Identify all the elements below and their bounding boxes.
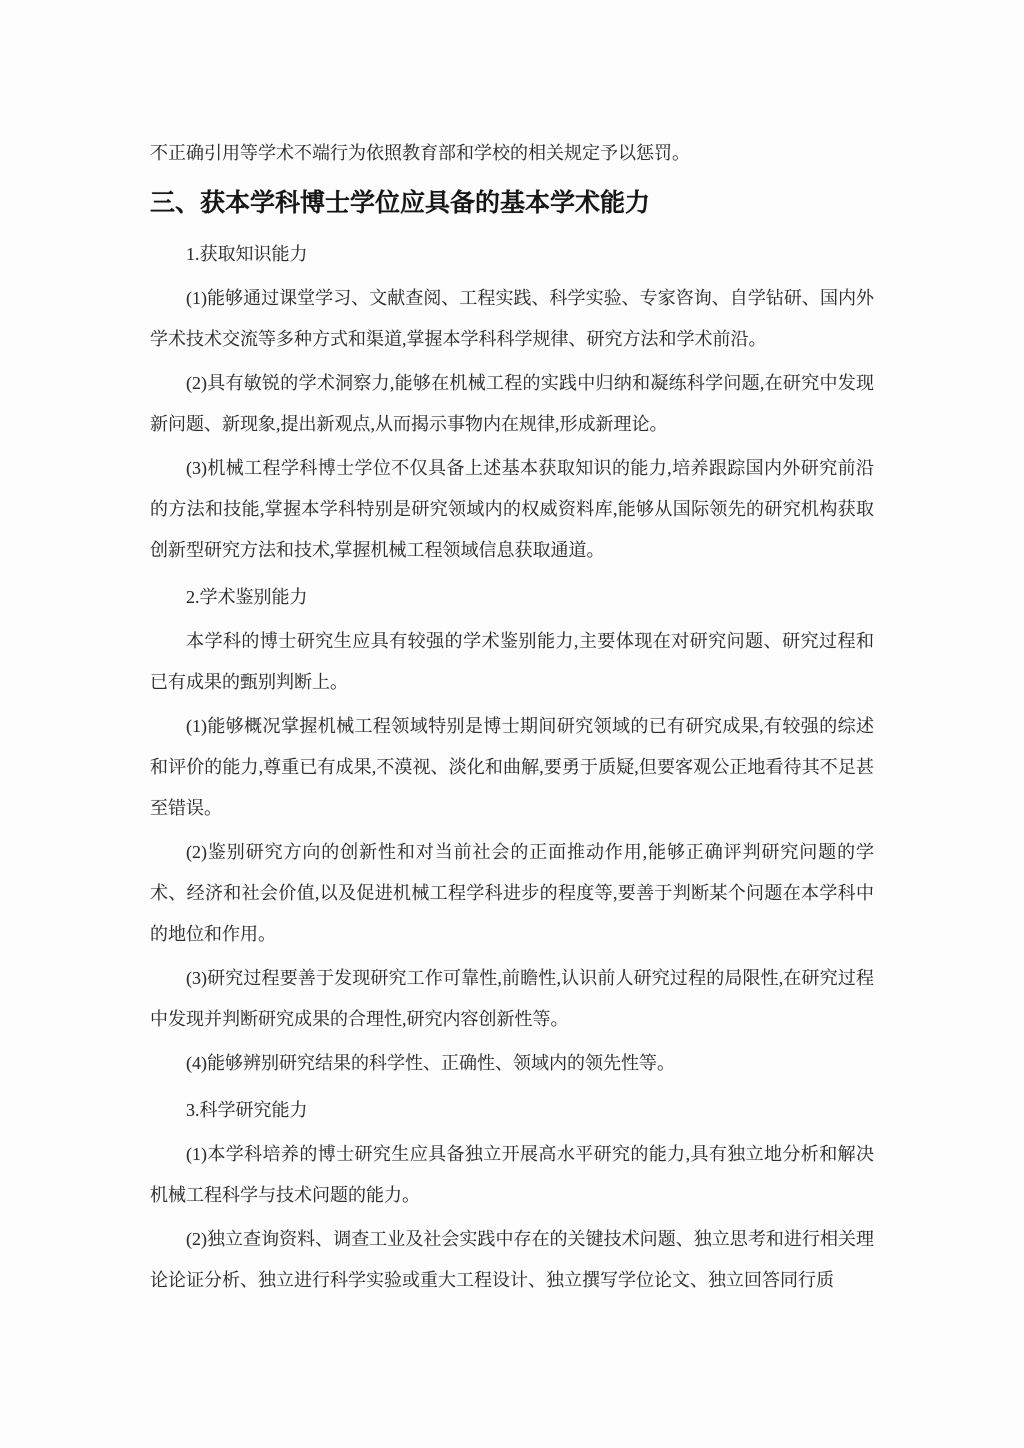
section-heading: 三、获本学科博士学位应具备的基本学术能力 <box>150 190 651 217</box>
paragraph: (2)鉴别研究方向的创新性和对当前社会的正面推动作用,能够正确评判研究问题的学术、经济和社会价值,以及促进机械工程学科进步的程度等,要善于判断某个问题在本学科中的地位和作用。 <box>150 842 874 944</box>
paragraph: (1)能够概况掌握机械工程领域特别是博士期间研究领域的已有研究成果,有较强的综述和评价的能力,尊重已有成果,不漠视、淡化和曲解,要勇于质疑,但要客观公正地看待其不足甚至错误。 <box>150 716 874 818</box>
paragraph: (3)机械工程学科博士学位不仅具备上述基本获取知识的能力,培养跟踪国内外研究前沿的方法和技能,掌握本学科特别是研究领域内的权威资料库,能够从国际领先的研究机构获取创新型研究方法和技术,掌握机械工程领域信息获取通道。 <box>150 458 874 560</box>
paragraph-continuation: 不正确引用等学术不端行为依照教育部和学校的相关规定予以惩罚。 <box>150 143 690 163</box>
paragraph: (4)能够辨别研究结果的科学性、正确性、领域内的领先性等。 <box>186 1053 675 1073</box>
paragraph: (1)本学科培养的博士研究生应具备独立开展高水平研究的能力,具有独立地分析和解决机械工程科学与技术问题的能力。 <box>150 1144 874 1205</box>
paragraph-truncated: (2)独立查询资料、调查工业及社会实践中存在的关键技术问题、独立思考和进行相关理论论证分析、独立进行科学实验或重大工程设计、独立撰写学位论文、独立回答同行质 <box>150 1229 874 1290</box>
subsection-title-1: 1.获取知识能力 <box>186 244 308 264</box>
paragraph: (3)研究过程要善于发现研究工作可靠性,前瞻性,认识前人研究过程的局限性,在研究过程中发现并判断研究成果的合理性,研究内容创新性等。 <box>150 968 874 1029</box>
paragraph: 本学科的博士研究生应具有较强的学术鉴别能力,主要体现在对研究问题、研究过程和已有成果的甄别判断上。 <box>150 631 874 692</box>
paragraph: (1)能够通过课堂学习、文献查阅、工程实践、科学实验、专家咨询、自学钻研、国内外学术技术交流等多种方式和渠道,掌握本学科科学规律、研究方法和学术前沿。 <box>150 288 874 349</box>
paragraph: (2)具有敏锐的学术洞察力,能够在机械工程的实践中归纳和凝练科学问题,在研究中发现新问题、新现象,提出新观点,从而揭示事物内在规律,形成新理论。 <box>150 373 874 434</box>
subsection-title-3: 3.科学研究能力 <box>186 1100 308 1120</box>
subsection-title-2: 2.学术鉴别能力 <box>186 587 308 607</box>
document-body <box>150 133 874 1301</box>
